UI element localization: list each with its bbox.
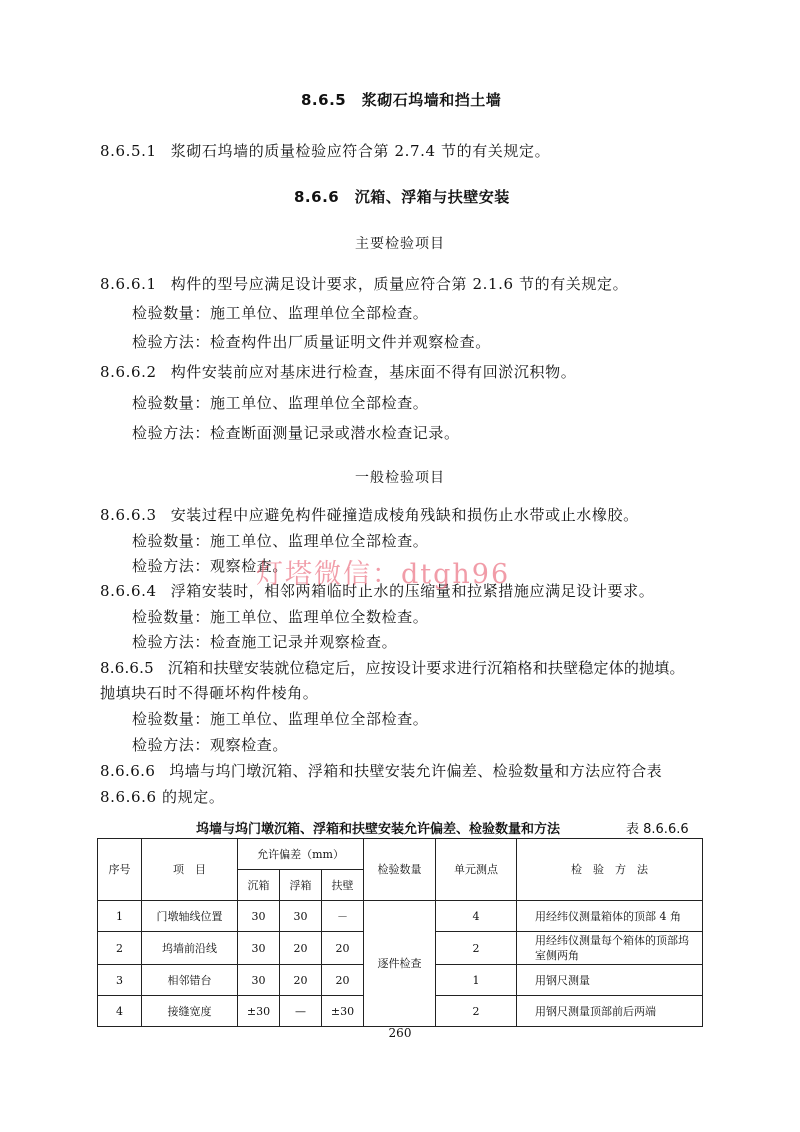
cell-buttress: 20 <box>322 932 364 965</box>
section-heading-8-6-5: 8.6.5 浆砌石坞墙和挡土墙 <box>301 91 502 109</box>
clause-text: 安装过程中应避免构件碰撞造成棱角残缺和损伤止水带或止水橡胶。 <box>170 506 639 524</box>
cell-no: 4 <box>98 996 142 1027</box>
cell-method: 用经纬仪测量每个箱体的顶部坞室侧两角 <box>517 932 703 965</box>
clause-number: 8.6.6.1 <box>100 275 157 293</box>
subheading-general-items: 一般检验项目 <box>355 470 445 486</box>
inspection-method: 检验方法：检查断面测量记录或潜水检查记录。 <box>132 424 460 442</box>
cell-caisson: ±30 <box>238 996 280 1027</box>
clause-8-6-6-1 <box>100 273 628 294</box>
cell-no: 3 <box>98 965 142 996</box>
clause-number: 8.6.6.2 <box>100 363 157 381</box>
cell-caisson: 30 <box>238 901 280 932</box>
header-item: 项 目 <box>142 839 238 901</box>
cell-floatbox: — <box>280 996 322 1027</box>
cell-buttress: 20 <box>322 965 364 996</box>
clause-8-6-6-6 <box>100 760 662 781</box>
clause-continuation: 8.6.6.6 的规定。 <box>100 788 225 806</box>
cell-item: 接缝宽度 <box>142 996 238 1027</box>
cell-method: 用经纬仪测量箱体的顶部 4 角 <box>517 901 703 932</box>
cell-caisson: 30 <box>238 932 280 965</box>
cell-no: 2 <box>98 932 142 965</box>
header-floatbox: 浮箱 <box>280 870 322 901</box>
cell-method: 用钢尺测量 <box>517 965 703 996</box>
cell-item: 坞墙前沿线 <box>142 932 238 965</box>
inspection-quantity: 检验数量：施工单位、监理单位全部检查。 <box>132 710 429 728</box>
cell-points: 2 <box>436 932 517 965</box>
header-method: 检 验 方 法 <box>517 839 703 901</box>
clause-number: 8.6.6.6 <box>100 762 156 780</box>
inspection-quantity: 检验数量：施工单位、监理单位全部检查。 <box>132 394 429 412</box>
inspection-method: 检验方法：观察检查。 <box>132 557 289 575</box>
header-no: 序号 <box>98 839 142 901</box>
clause-number: 8.6.6.4 <box>100 582 157 600</box>
header-points: 单元测点 <box>436 839 517 901</box>
cell-no: 1 <box>98 901 142 932</box>
section-heading-8-6-6: 8.6.6 沉箱、浮箱与扶壁安装 <box>294 188 510 206</box>
header-buttress: 扶壁 <box>322 870 364 901</box>
cell-qty: 逐件检查 <box>364 901 436 1027</box>
cell-floatbox: 30 <box>280 901 322 932</box>
clause-text: 浆砌石坞墙的质量检验应符合第 2.7.4 节的有关规定。 <box>170 142 551 160</box>
cell-method: 用钢尺测量顶部前后两端 <box>517 996 703 1027</box>
cell-points: 2 <box>436 996 517 1027</box>
inspection-method: 检验方法：观察检查。 <box>132 736 289 754</box>
clause-number: 8.6.5.1 <box>100 142 157 160</box>
cell-item: 相邻错台 <box>142 965 238 996</box>
clause-text: 构件安装前应对基床进行检查，基床面不得有回淤沉积物。 <box>170 363 577 381</box>
cell-buttress: ±30 <box>322 996 364 1027</box>
clause-text: 构件的型号应满足设计要求，质量应符合第 2.1.6 节的有关规定。 <box>170 275 629 293</box>
clause-continuation: 抛填块石时不得砸坏构件棱角。 <box>100 684 319 702</box>
watermark-text: 灯塔微信：dtgh96 <box>256 559 511 590</box>
clause-number: 8.6.6.5 <box>100 659 154 677</box>
inspection-quantity: 检验数量：施工单位、监理单位全部检查。 <box>132 532 429 550</box>
clause-8-6-5-1 <box>100 140 550 161</box>
header-caisson: 沉箱 <box>238 870 280 901</box>
subheading-main-items: 主要检验项目 <box>355 236 445 252</box>
cell-buttress: － <box>322 901 364 932</box>
table-number: 表 8.6.6.6 <box>626 822 689 837</box>
inspection-method: 检验方法：检查构件出厂质量证明文件并观察检查。 <box>132 333 491 351</box>
inspection-quantity: 检验数量：施工单位、监理单位全部检查。 <box>132 304 429 322</box>
cell-points: 1 <box>436 965 517 996</box>
clause-text: 沉箱和扶壁安装就位稳定后，应按设计要求进行沉箱格和扶壁稳定体的抛填。 <box>167 659 685 677</box>
clause-8-6-6-5 <box>100 657 685 678</box>
clause-text: 浮箱安装时，相邻两箱临时止水的压缩量和拉紧措施应满足设计要求。 <box>170 582 655 600</box>
clause-8-6-6-2 <box>100 361 576 382</box>
clause-number: 8.6.6.3 <box>100 506 157 524</box>
clause-text: 坞墙与坞门墩沉箱、浮箱和扶壁安装允许偏差、检验数量和方法应符合表 <box>169 762 663 780</box>
inspection-quantity: 检验数量：施工单位、监理单位全数检查。 <box>132 608 429 626</box>
table-row <box>98 901 703 932</box>
header-qty: 检验数量 <box>364 839 436 901</box>
cell-item: 门墩轴线位置 <box>142 901 238 932</box>
cell-points: 4 <box>436 901 517 932</box>
tolerance-table <box>97 838 703 1027</box>
cell-floatbox: 20 <box>280 932 322 965</box>
clause-8-6-6-3 <box>100 504 639 525</box>
table-caption: 坞墙与坞门墩沉箱、浮箱和扶壁安装允许偏差、检验数量和方法 <box>196 822 561 837</box>
page-number: 260 <box>388 1026 412 1040</box>
inspection-method: 检验方法：检查施工记录并观察检查。 <box>132 633 398 651</box>
cell-caisson: 30 <box>238 965 280 996</box>
cell-floatbox: 20 <box>280 965 322 996</box>
header-tolerance: 允许偏差（mm） <box>238 839 364 870</box>
